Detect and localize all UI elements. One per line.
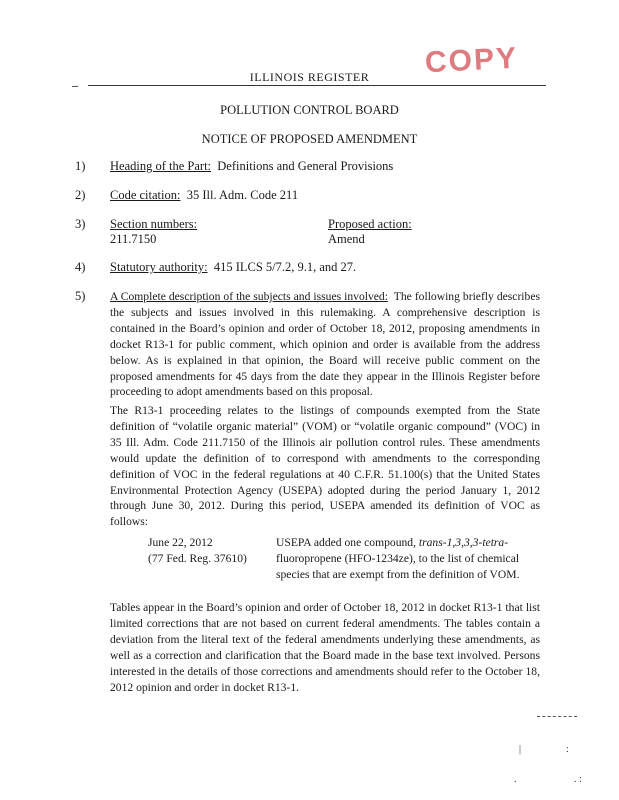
compound-name: trans-1,3,3,3-tetra- [418, 536, 509, 549]
scan-artifact-mark: . [514, 774, 517, 785]
item-number: 2) [75, 188, 86, 202]
notice-title: NOTICE OF PROPOSED AMENDMENT [201, 132, 418, 146]
item-number: 1) [75, 159, 86, 173]
action-text: USEPA added one compound, [276, 536, 419, 549]
action-text-cont: fluoropropene (HFO-1234ze), to the list of chemical species that are exempt from the definition of VOM. [276, 551, 520, 581]
amendment-date-block [148, 535, 247, 567]
description-paragraph [110, 289, 540, 400]
section-numbers-label: Section numbers: [110, 217, 198, 231]
proposed-action-label: Proposed action: [328, 217, 412, 231]
item-value: 35 Ill. Adm. Code 211 [186, 188, 299, 202]
paragraph-text: The following briefly describes the subjects and issues involved in this rulemaking. A comprehensive description is contained in the Board’s opinion and order of October 18, 2012, proposing amendments in docket R13-1 for public comment, which opinion and order is available from the address below. As is explained in that opinion, the Board will receive public comment on the proposed amendments for 45 days from the date they appear in the Illinois Register before proceeding to adopt amendments based on this proposal. [110, 290, 540, 399]
item-label: Statutory authority: [110, 260, 208, 274]
item-value: Definitions and General Provisions [217, 159, 394, 173]
item-code-citation [110, 188, 298, 203]
item-heading [110, 159, 393, 174]
tables-paragraph: Tables appear in the Board’s opinion and order of October 18, 2012 in docket R13-1 that list limited corrections that are not based on current federal amendments. The tables contain a deviation from the literal text of the federal amendments underlying these amendments, as well as a correction and clarification that the Board made in the base text involved. Persons interested in the details of those corrections and amendments should refer to the October 18, 2012 opinion and order in docket R13-1. [110, 601, 540, 694]
section-numbers-value: 211.7150 [110, 232, 157, 246]
amendment-date: June 22, 2012 [148, 536, 213, 549]
item-label: A Complete description of the subjects and issues involved: [110, 290, 388, 303]
copy-stamp: COPY [424, 41, 519, 80]
item-number: 4) [75, 260, 86, 274]
agency-title: POLLUTION CONTROL BOARD [220, 103, 399, 117]
header-tick [72, 86, 78, 87]
amendment-action [276, 535, 540, 583]
scan-artifact-mark: . : [574, 774, 582, 785]
scan-artifact-mark: | [519, 744, 522, 755]
item-number: 3) [75, 217, 86, 231]
proceeding-paragraph: The R13-1 proceeding relates to the listings of compounds exempted from the State definition of “volatile organic material” (VOM) or “volatile organic compound” (VOC) in 35 Ill. Adm. Code 211.7150 of the Illinois air pollution control rules. These amendments would update the definition of to correspond with amendments to the corresponding definition of VOC in the federal regulations at 40 C.F.R. 51.100(s) that the United States Environmental Protection Agency (USEPA) adopted during the period January 1, 2012 through June 30, 2012. During this period, USEPA amended its definition of VOC as follows: [110, 404, 540, 529]
scan-artifact-dash [537, 716, 577, 717]
proposed-action-value: Amend [328, 232, 365, 246]
item-label: Heading of the Part: [110, 159, 212, 173]
item-value: 415 ILCS 5/7.2, 9.1, and 27. [213, 260, 357, 274]
federal-register-citation: (77 Fed. Reg. 37610) [148, 551, 247, 565]
item-number: 5) [75, 289, 86, 303]
item-statutory-authority [110, 260, 356, 275]
scan-artifact-mark: : [566, 744, 569, 755]
item-label: Code citation: [110, 188, 181, 202]
header-rule [88, 85, 546, 86]
running-head: ILLINOIS REGISTER [249, 70, 370, 84]
